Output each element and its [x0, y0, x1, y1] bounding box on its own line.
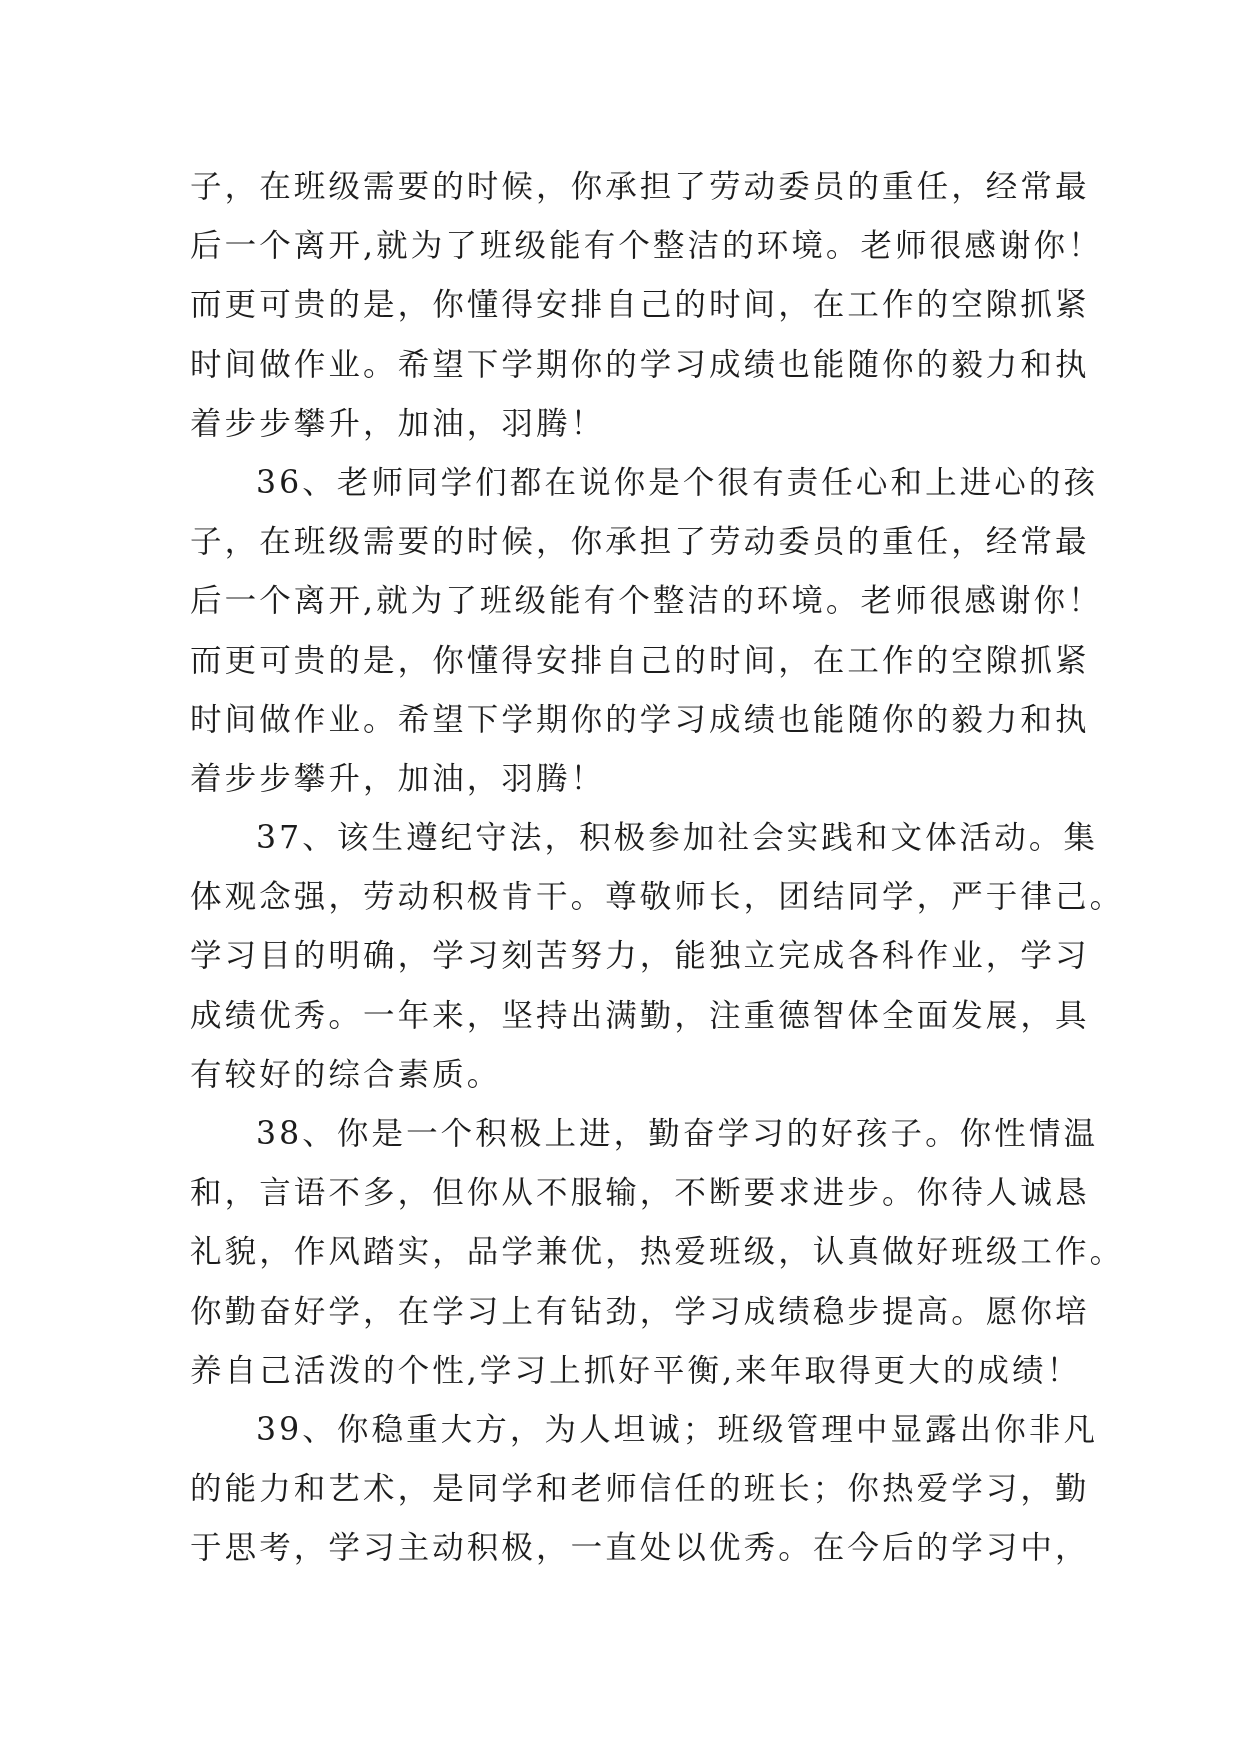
text-line: 后一个离开,就为了班级能有个整洁的环境。老师很感谢你！: [190, 228, 1103, 265]
text-line: 你勤奋好学，在学习上有钻劲，学习成绩稳步提高。愿你培: [190, 1293, 1090, 1330]
text-line: 学习目的明确，学习刻苦努力，能独立完成各科作业，学习: [190, 938, 1090, 975]
text-line: 和，言语不多，但你从不服输，不断要求进步。你待人诚恳: [190, 1175, 1090, 1212]
paragraph-start-36: 36、老师同学们都在说你是个很有责任心和上进心的孩: [256, 464, 1099, 501]
text-line: 礼貌，作风踏实，品学兼优，热爱班级，认真做好班级工作。: [190, 1234, 1125, 1271]
text-line: 子，在班级需要的时候，你承担了劳动委员的重任，经常最: [190, 524, 1090, 561]
paragraph-start-39: 39、你稳重大方，为人坦诚；班级管理中显露出你非凡: [256, 1411, 1099, 1448]
text-line: 时间做作业。希望下学期你的学习成绩也能随你的毅力和执: [190, 701, 1090, 738]
text-line: 有较好的综合素质。: [190, 1056, 502, 1093]
text-line: 着步步攀升，加油，羽腾！: [190, 760, 606, 797]
text-line: 后一个离开,就为了班级能有个整洁的环境。老师很感谢你！: [190, 583, 1103, 620]
text-line: 而更可贵的是，你懂得安排自己的时间，在工作的空隙抓紧: [190, 642, 1090, 679]
text-line: 于思考，学习主动积极，一直处以优秀。在今后的学习中，: [190, 1530, 1090, 1567]
paragraph-start-38: 38、你是一个积极上进，勤奋学习的好孩子。你性情温: [256, 1116, 1099, 1152]
document-body: [190, 158, 1125, 1579]
text-line: 而更可贵的是，你懂得安排自己的时间，在工作的空隙抓紧: [190, 287, 1090, 324]
text-line: 养自己活泼的个性,学习上抓好平衡,来年取得更大的成绩！: [190, 1352, 1082, 1389]
text-line: 成绩优秀。一年来，坚持出满勤，注重德智体全面发展，具: [190, 997, 1090, 1034]
text-line: 子，在班级需要的时候，你承担了劳动委员的重任，经常最: [190, 169, 1090, 205]
text-line: 时间做作业。希望下学期你的学习成绩也能随你的毅力和执: [190, 346, 1090, 383]
text-line: 着步步攀升，加油，羽腾！: [190, 405, 606, 442]
text-line: 的能力和艺术，是同学和老师信任的班长；你热爱学习，勤: [190, 1471, 1090, 1508]
text-line: 体观念强，劳动积极肯干。尊敬师长，团结同学，严于律己。: [190, 879, 1125, 916]
paragraph-start-37: 37、该生遵纪守法，积极参加社会实践和文体活动。集: [256, 820, 1099, 857]
